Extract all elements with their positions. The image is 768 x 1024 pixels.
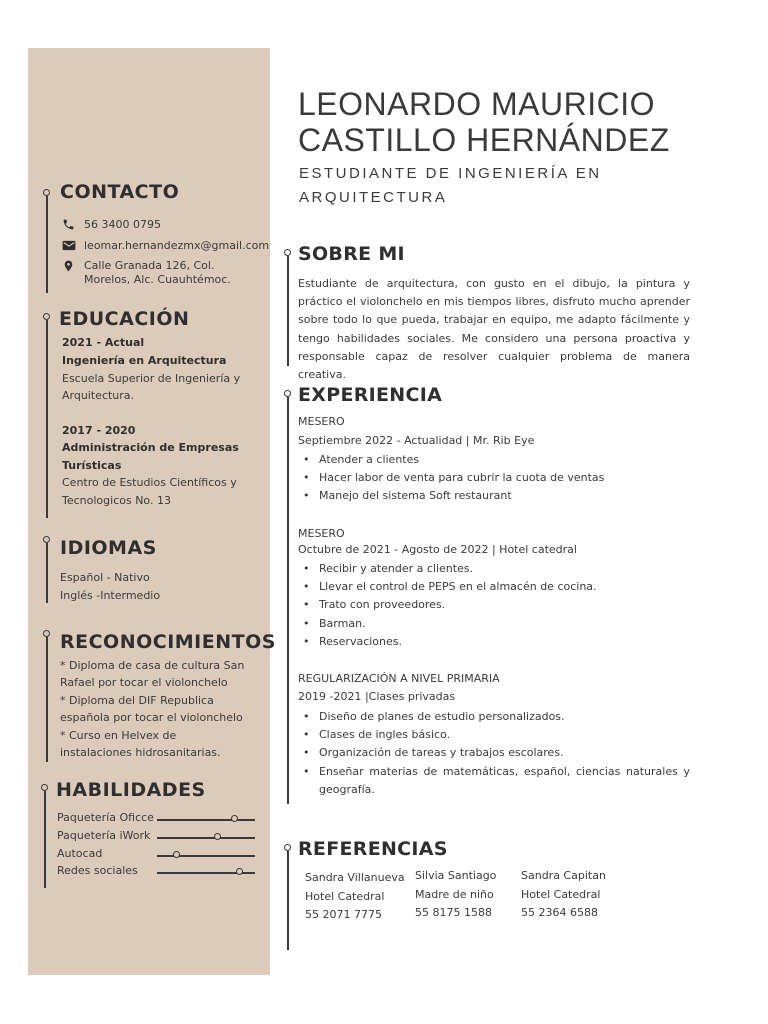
skill-track [157, 837, 255, 839]
job-task: • Trato con proveedores. [298, 596, 690, 614]
job-task: • Atender a clientes [298, 451, 690, 469]
skill-label: Paquetería Oficce [57, 811, 154, 824]
languages-title: IDIOMAS [60, 537, 157, 559]
about-timeline-dot [284, 249, 291, 256]
recognitions-timeline [46, 637, 48, 762]
job-tasks [298, 560, 690, 651]
skill-level-knob [173, 851, 180, 858]
full-name [298, 86, 670, 158]
mail-icon [62, 239, 76, 252]
location-pin-icon [62, 259, 75, 273]
skills-timeline-dot [41, 784, 48, 791]
experience-timeline-dot [284, 390, 291, 397]
experience-timeline [287, 397, 289, 804]
job-task: • Manejo del sistema Soft restaurant [298, 487, 690, 505]
job-task: • Barman. [298, 615, 690, 633]
job-role: REGULARIZACIÓN A NIVEL PRIMARIA [298, 672, 500, 685]
name-line-1: LEONARDO MAURICIO [298, 86, 655, 122]
about-timeline [287, 256, 289, 366]
language-item: Inglés -Intermedio [60, 589, 161, 602]
job-task: • Reservaciones. [298, 633, 690, 651]
reference-phone: 55 8175 1588 [415, 906, 492, 919]
job-role: MESERO [298, 415, 345, 428]
skill-label: Paquetería iWork [57, 829, 151, 842]
contact-timeline-dot [43, 189, 50, 196]
references-timeline [287, 851, 289, 950]
reference-name: Sandra Capitan [521, 869, 606, 882]
skills-title: HABILIDADES [56, 779, 206, 801]
education-degree: Administración de Empresas [62, 441, 239, 454]
job-task: • Organización de tareas y trabajos escolares. [298, 744, 690, 762]
education-school: Arquitectura. [62, 389, 135, 402]
education-timeline [46, 320, 48, 518]
job-subtitle [299, 162, 602, 210]
languages-timeline-dot [43, 536, 50, 543]
job-tasks [298, 708, 690, 799]
reference-card [415, 867, 496, 923]
job-role: MESERO [298, 527, 345, 540]
email-address[interactable]: leomar.hernandezmx@gmail.com [84, 239, 270, 252]
education-years: 2021 - Actual [62, 336, 145, 349]
job-task: • Clases de ingles básico. [298, 726, 690, 744]
skill-label: Autocad [57, 847, 103, 860]
contact-timeline [46, 196, 48, 293]
reference-org: Hotel Catedral [521, 887, 601, 901]
skill-track [157, 819, 255, 821]
skills-timeline [44, 791, 46, 888]
skill-track [157, 855, 255, 857]
education-school: Centro de Estudios Científicos y [62, 476, 237, 489]
reference-name: Silvia Santiago [415, 869, 497, 882]
job-task: • Diseño de planes de estudio personalizados. [298, 708, 690, 726]
phone-icon [62, 218, 75, 231]
education-school: Tecnologicos No. 13 [62, 494, 171, 507]
reference-phone: 55 2364 6588 [521, 906, 598, 919]
recognitions-timeline-dot [43, 630, 50, 637]
name-line-2: CASTILLO HERNÁNDEZ [298, 122, 670, 158]
education-school: Escuela Superior de Ingeniería y [62, 372, 241, 385]
job-task: • Hacer labor de venta para cubrir la cuota de ventas [298, 469, 690, 487]
reference-phone: 55 2071 7775 [305, 908, 382, 921]
recognition-line: Rafael por tocar el violonchelo [60, 676, 228, 689]
recognition-line: * Diploma de casa de cultura San [60, 659, 245, 672]
education-years: 2017 - 2020 [62, 424, 136, 437]
education-degree: Turísticas [62, 459, 122, 472]
language-item: Español - Nativo [60, 571, 150, 584]
references-title: REFERENCIAS [298, 838, 448, 860]
job-period: 2019 -2021 |Clases privadas [298, 690, 456, 703]
job-period: Octubre de 2021 - Agosto de 2022 | Hotel catedral [298, 543, 577, 556]
skill-label: Redes sociales [57, 864, 138, 877]
address-line-2: Morelos, Alc. Cuauhtémoc. [84, 273, 231, 286]
contact-title: CONTACTO [60, 181, 180, 203]
references-timeline-dot [284, 844, 291, 851]
phone-number: 56 3400 0795 [84, 218, 161, 231]
job-period: Septiembre 2022 - Actualidad | Mr. Rib Eye [298, 434, 535, 447]
address-line-1: Calle Granada 126, Col. [84, 259, 215, 272]
about-text: Estudiante de arquitectura, con gusto en el dibujo, la pintura y práctico el violonchelo en mis tiempos libres, disfruto mucho aprender sobre todo lo que pueda, trabajar en equipo, me adapto fácilmente y tengo habilidades sociales. Me considero una persona proactiva y responsable capaz de resolver cualquier problema de manera creativa. [298, 277, 690, 382]
recognition-line: instalaciones hidrosanitarias. [60, 746, 221, 759]
education-timeline-dot [43, 313, 50, 320]
job-task: • Recibir y atender a clientes. [298, 560, 690, 578]
job-tasks [298, 451, 690, 506]
subtitle-line-1: ESTUDIANTE DE INGENIERÍA EN [299, 165, 602, 182]
languages-timeline [46, 543, 48, 603]
experience-title: EXPERIENCIA [298, 384, 443, 406]
reference-card [305, 869, 405, 925]
reference-org: Madre de niño [415, 887, 494, 901]
recognition-line: * Diploma del DIF Republica [60, 694, 214, 707]
subtitle-line-2: ARQUITECTURA [299, 189, 448, 206]
recognition-line: * Curso en Helvex de [60, 729, 177, 742]
recognitions-title: RECONOCIMIENTOS [60, 631, 276, 653]
education-degree: Ingeniería en Arquitectura [62, 354, 227, 367]
education-title: EDUCACIÓN [59, 308, 190, 330]
reference-org: Hotel Catedral [305, 889, 385, 903]
job-task: • Llevar el control de PEPS en el almacén de cocina. [298, 578, 690, 596]
skill-level-knob [214, 833, 221, 840]
recognition-line: española por tocar el violonchelo [60, 711, 243, 724]
reference-card [521, 867, 606, 923]
job-task: • Enseñar materias de matemáticas, español, ciencias naturales y geografía. [298, 763, 690, 799]
reference-name: Sandra Villanueva [305, 871, 405, 884]
about-title: SOBRE MI [298, 243, 405, 265]
